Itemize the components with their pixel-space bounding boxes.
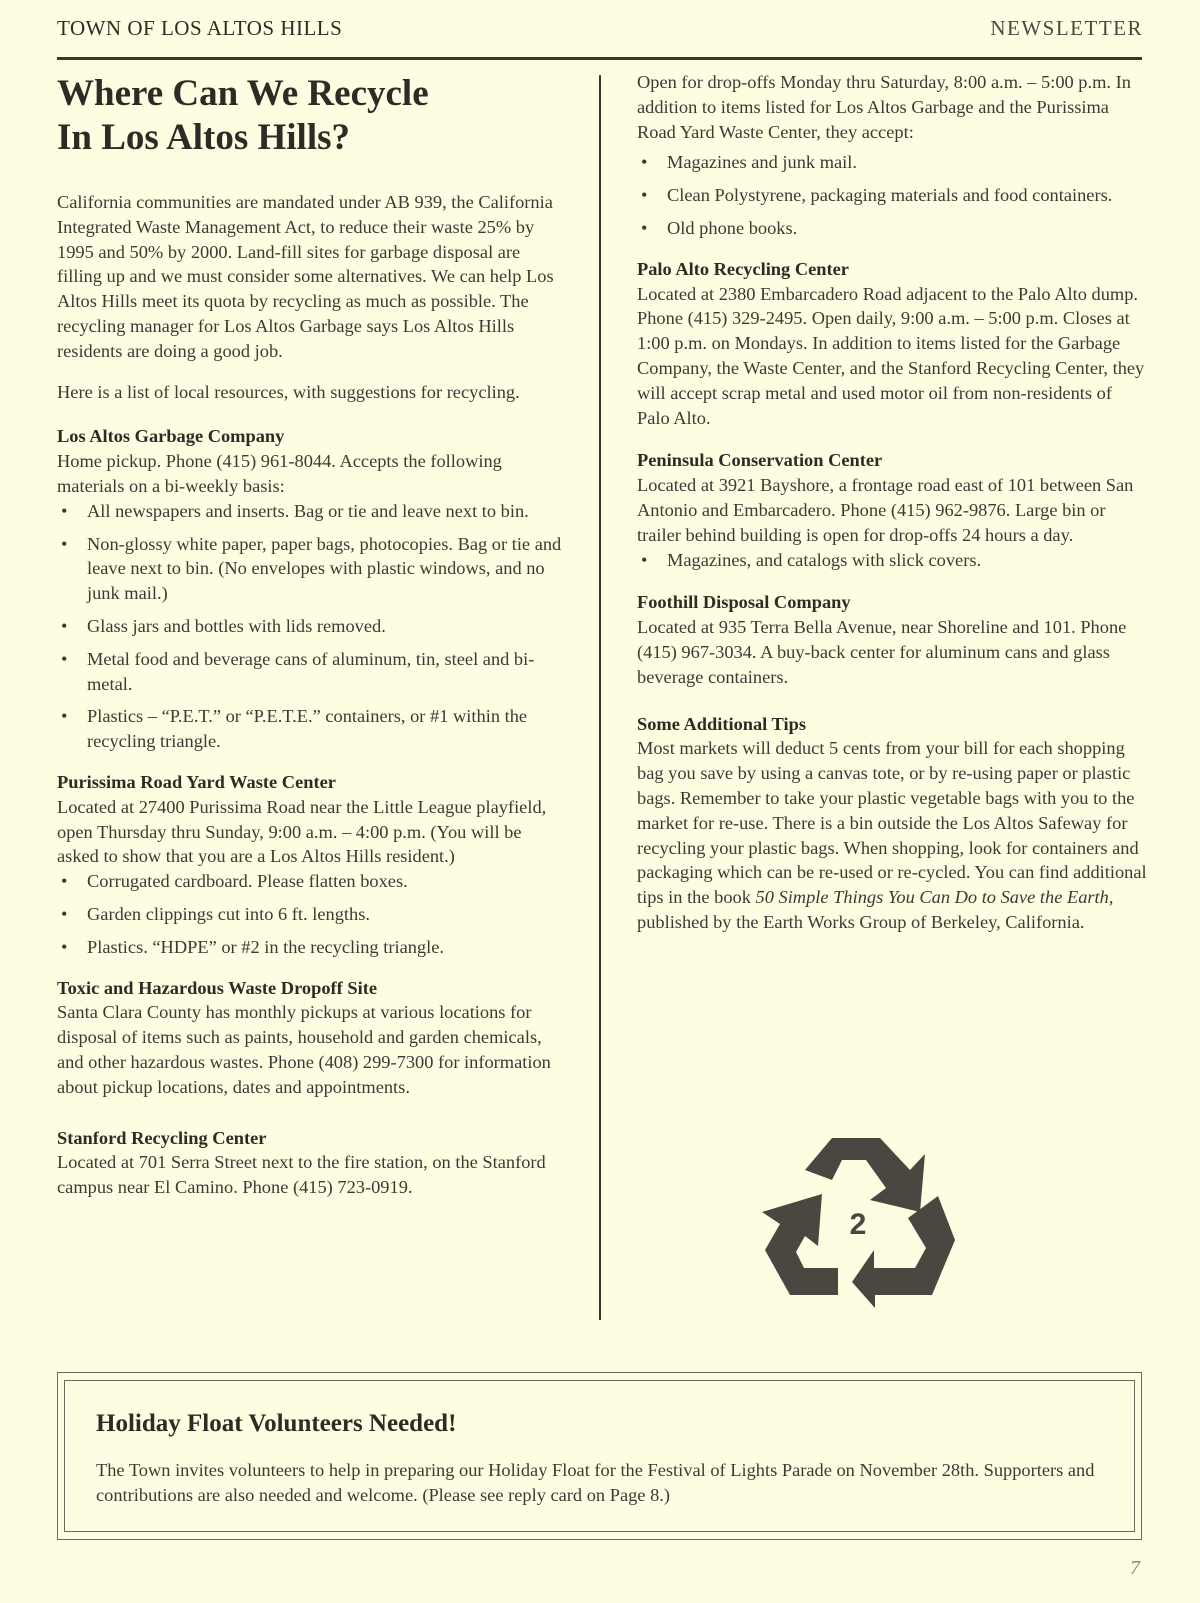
bullet-icon: •	[641, 217, 648, 238]
section-body-continued: Open for drop-offs Monday thru Saturday, 8:00 a.m. – 5:00 p.m. In addition to items listed for Los Altos Garbage and the Purissima Road Yard Waste Center, they accept:	[637, 72, 1131, 142]
section-peninsula-conservation	[637, 448, 1147, 572]
list-item: • Magazines and junk mail.	[637, 150, 1147, 175]
section-stanford-recycling-continued	[637, 70, 1147, 241]
bullet-icon: •	[641, 152, 648, 173]
intro-paragraph: California communities are mandated under AB 939, the California Integrated Waste Management Act, to reduce their waste 25% by 1995 and 50% by 2000. Land-fill sites for garbage disposal are filling up and we must consider some alternatives. We can help Los Altos Hills meet its quota by recycling as much as possible. The recycling manager for Los Altos Garbage says Los Altos Hills residents are doing a good job.	[57, 192, 554, 361]
bullet-icon: •	[641, 549, 648, 570]
section-purissima-yard-waste	[57, 770, 567, 960]
section-stanford-recycling	[57, 1126, 567, 1200]
section-title: Foothill Disposal Company	[637, 592, 851, 613]
header-newsletter-label: NEWSLETTER	[990, 16, 1143, 40]
section-body: Home pickup. Phone (415) 961-8044. Accepts the following materials on a bi-weekly basis:	[57, 451, 502, 496]
list-item: • Non-glossy white paper, paper bags, photocopies. Bag or tie and leave next to bin. (No envelopes with plastic windows, and no junk mail.)	[61, 533, 562, 604]
callout-body: The Town invites volunteers to help in preparing our Holiday Float for the Festival of Lights Parade on November 28th. Supporters and contributions are also needed and welcome. (Please see reply card on Page 8.)	[96, 1460, 1095, 1505]
bullet-icon: •	[61, 615, 68, 636]
section-body: Located at 27400 Purissima Road near the Little League playfield, open Thursday thru Sunday, 9:00 a.m. – 4:00 p.m. (You will be asked to show that you are a Los Altos Hills resident.)	[57, 796, 547, 867]
section-body: Located at 3921 Bayshore, a frontage road east of 101 between San Antonio and Embarcadero. Phone (415) 962-9876. Large bin or trailer behind building is open for drop-offs 24 hours a day.	[637, 475, 1134, 545]
section-title: Palo Alto Recycling Center	[637, 258, 849, 279]
section-foothill-disposal	[637, 590, 1147, 689]
section-palo-alto-recycling	[637, 257, 1147, 431]
bullet-icon: •	[61, 533, 68, 554]
list-item: • Old phone books.	[637, 216, 1147, 241]
article-title-line1: Where Can We Recycle	[57, 73, 429, 114]
list-item: • Corrugated cardboard. Please flatten boxes.	[57, 869, 567, 894]
materials-list	[637, 548, 1147, 573]
section-title: Some Additional Tips	[637, 713, 806, 734]
materials-list	[637, 150, 1147, 240]
section-body: Santa Clara County has monthly pickups at various locations for disposal of items such as paints, household and garden chemicals, and other hazardous wastes. Phone (408) 299-7300 for information about pickup locations, dates and appointments.	[57, 1002, 551, 1097]
list-item: • Glass jars and bottles with lids removed.	[57, 614, 567, 639]
bullet-icon: •	[61, 706, 68, 727]
book-title: 50 Simple Things You Can Do to Save the Earth	[755, 887, 1109, 908]
bullet-icon: •	[61, 903, 68, 924]
list-item: • Metal food and beverage cans of aluminum, tin, steel and bi-metal.	[61, 648, 535, 694]
list-item: • Magazines, and catalogs with slick covers.	[637, 548, 1147, 573]
section-title: Toxic and Hazardous Waste Dropoff Site	[57, 977, 377, 998]
materials-list	[57, 869, 567, 959]
callout-box	[64, 1380, 1135, 1532]
section-toxic-waste	[57, 976, 567, 1100]
list-item: • Plastics – “P.E.T.” or “P.E.T.E.” containers, or #1 within the recycling triangle.	[61, 706, 528, 752]
list-item: • Clean Polystyrene, packaging materials and food containers.	[637, 183, 1147, 208]
right-column	[637, 70, 1147, 951]
section-body: Located at 701 Serra Street next to the fire station, on the Stanford campus near El Camino. Phone (415) 723-0919.	[57, 1152, 546, 1198]
section-title: Stanford Recycling Center	[57, 1127, 267, 1148]
intro-paragraph-2: Here is a list of local resources, with suggestions for recycling.	[57, 381, 520, 402]
bullet-icon: •	[641, 185, 648, 206]
article-title-line2: In Los Altos Hills?	[57, 117, 351, 158]
section-title: Los Altos Garbage Company	[57, 426, 285, 447]
article-title	[57, 72, 567, 160]
bullet-icon: •	[61, 936, 68, 957]
recycle-number: 2	[849, 1208, 867, 1241]
bullet-icon: •	[61, 871, 68, 892]
materials-list	[57, 499, 567, 754]
column-divider	[599, 75, 601, 1320]
section-body: Located at 935 Terra Bella Avenue, near Shoreline and 101. Phone (415) 967-3034. A buy-back center for aluminum cans and glass beverage containers.	[637, 617, 1127, 687]
bullet-icon: •	[61, 500, 68, 521]
section-title: Peninsula Conservation Center	[637, 450, 883, 471]
header-rule	[57, 57, 1142, 60]
left-column	[57, 70, 567, 1216]
header-town-name: TOWN OF LOS ALTOS HILLS	[57, 16, 343, 40]
section-body: Located at 2380 Embarcadero Road adjacent to the Palo Alto dump. Phone (415) 329-2495. Open daily, 9:00 a.m. – 5:00 p.m. Closes at 1:00 p.m. on Mondays. In addition to items listed for the Garbage Company, the Waste Center, and the Stanford Recycling Center, they will accept scrap metal and used motor oil from non-residents of Palo Alto.	[637, 283, 1145, 428]
section-title: Purissima Road Yard Waste Center	[57, 771, 336, 792]
list-item: • Plastics. “HDPE” or #2 in the recycling triangle.	[57, 935, 567, 960]
section-los-altos-garbage	[57, 424, 567, 754]
recycling-symbol-icon	[760, 1130, 960, 1320]
list-item: • Garden clippings cut into 6 ft. lengths.	[57, 902, 567, 927]
section-additional-tips	[637, 712, 1147, 935]
bullet-icon: •	[61, 648, 68, 669]
list-item: • All newspapers and inserts. Bag or tie and leave next to bin.	[57, 499, 567, 524]
page-number: 7	[1130, 1557, 1140, 1579]
callout-title: Holiday Float Volunteers Needed!	[96, 1410, 457, 1437]
section-body: Most markets will deduct 5 cents from your bill for each shopping bag you save by using a canvas tote, or by re-using paper or plastic bags. Remember to take your plastic vegetable bags with you to the market for re-use. There is a bin outside the Los Altos Safeway for recycling your plastic bags. When shopping, look for containers and packaging which can be re-used or re-cycled. You can find additional tips in the book 50 Simple Things You Can Do to Save the Earth, published by the Earth Works Group of Berkeley, California.	[637, 738, 1147, 932]
